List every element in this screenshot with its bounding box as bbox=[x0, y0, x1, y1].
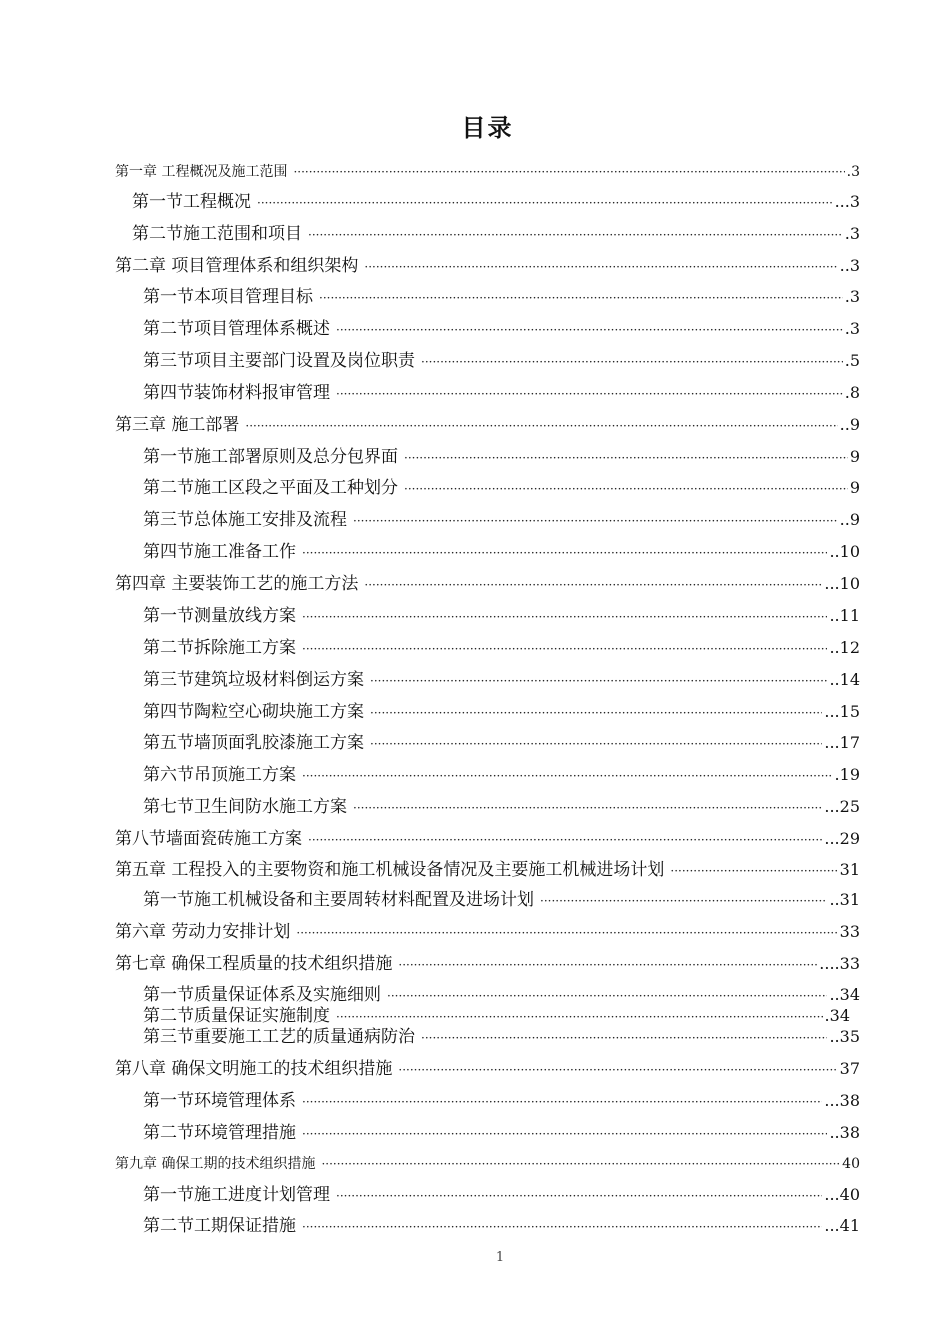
toc-entry[interactable] bbox=[143, 638, 860, 659]
toc-entry[interactable] bbox=[143, 510, 860, 531]
toc-entry-page: 9 bbox=[849, 447, 860, 466]
toc-entry-page: 9 bbox=[849, 478, 860, 497]
toc-entry-label: 第三节总体施工安排及流程 bbox=[143, 510, 347, 530]
toc-entry-page: .34 bbox=[824, 1006, 850, 1025]
toc-title: 目录 bbox=[461, 114, 514, 142]
toc-entry[interactable] bbox=[143, 890, 860, 911]
toc-leader-dots bbox=[670, 861, 837, 881]
toc-entry[interactable] bbox=[143, 733, 860, 754]
toc-entry-label: 第一节本项目管理目标 bbox=[143, 287, 313, 307]
toc-leader-dots bbox=[404, 448, 848, 468]
toc-entry-page: ...17 bbox=[824, 733, 860, 752]
toc-entry-label: 第二节质量保证实施制度 bbox=[143, 1006, 330, 1026]
toc-entry-label: 第一节环境管理体系 bbox=[143, 1091, 296, 1111]
toc-entry-label: 第二节工期保证措施 bbox=[143, 1216, 296, 1236]
toc-entry-page: ..12 bbox=[829, 638, 860, 657]
toc-leader-dots bbox=[245, 416, 837, 436]
toc-entry-page: .3 bbox=[844, 287, 860, 306]
toc-leader-dots bbox=[353, 511, 838, 531]
toc-entry-label: 第六节吊顶施工方案 bbox=[143, 765, 296, 785]
toc-entry-page: ...3 bbox=[834, 192, 860, 211]
toc-entry[interactable] bbox=[143, 606, 860, 627]
toc-leader-dots bbox=[370, 671, 827, 691]
toc-leader-dots bbox=[302, 1092, 822, 1112]
toc-entry[interactable] bbox=[115, 256, 860, 277]
toc-leader-dots bbox=[364, 575, 822, 595]
toc-leader-dots bbox=[370, 703, 822, 723]
toc-entry-label: 第三节建筑垃圾材料倒运方案 bbox=[143, 670, 364, 690]
toc-entry-label: 第八节墙面瓷砖施工方案 bbox=[115, 829, 302, 849]
toc-entry-label: 第二节施工范围和项目 bbox=[132, 224, 302, 244]
toc-entry-label: 第九章 确保工期的技术组织措施 bbox=[115, 1156, 316, 1172]
toc-entry-page: .3 bbox=[844, 319, 860, 338]
toc-leader-dots bbox=[398, 955, 817, 975]
toc-entry-page: .3 bbox=[844, 224, 860, 243]
toc-leader-dots bbox=[302, 543, 827, 563]
toc-entry[interactable] bbox=[143, 1091, 860, 1112]
toc-entry[interactable] bbox=[143, 287, 860, 308]
toc-leader-dots bbox=[336, 384, 843, 404]
toc-entry[interactable] bbox=[143, 765, 860, 786]
toc-entry-label: 第二节项目管理体系概述 bbox=[143, 319, 330, 339]
toc-leader-dots bbox=[302, 607, 827, 627]
toc-entry-page: .3 bbox=[846, 164, 860, 180]
toc-entry[interactable] bbox=[143, 1123, 860, 1144]
toc-entry-page: ..31 bbox=[829, 890, 860, 909]
toc-entry[interactable] bbox=[115, 574, 860, 595]
toc-entry-label: 第二节环境管理措施 bbox=[143, 1123, 296, 1143]
toc-entry-page: ..11 bbox=[829, 606, 860, 625]
toc-entry-label: 第七章 确保工程质量的技术组织措施 bbox=[115, 954, 393, 974]
toc-entry-page: 33 bbox=[839, 922, 860, 941]
toc-leader-dots bbox=[302, 1217, 822, 1237]
toc-entry-label: 第一节施工机械设备和主要周转材料配置及进场计划 bbox=[143, 890, 534, 910]
toc-entry[interactable] bbox=[143, 478, 860, 499]
toc-entry-label: 第一节施工部署原则及总分包界面 bbox=[143, 447, 398, 467]
toc-leader-dots bbox=[364, 257, 837, 277]
toc-entry-label: 第一节测量放线方案 bbox=[143, 606, 296, 626]
toc-entry-page: ....33 bbox=[819, 954, 860, 973]
toc-entry[interactable] bbox=[115, 415, 860, 436]
toc-leader-dots bbox=[302, 639, 827, 659]
toc-entry-page: ...29 bbox=[824, 829, 860, 848]
toc-leader-dots bbox=[321, 1154, 840, 1174]
toc-entry[interactable] bbox=[115, 954, 860, 975]
toc-entry-page: 40 bbox=[842, 1156, 860, 1172]
toc-entry[interactable] bbox=[132, 224, 860, 245]
toc-leader-dots bbox=[404, 479, 848, 499]
toc-entry-page: 31 bbox=[839, 860, 860, 879]
toc-leader-dots bbox=[336, 1007, 823, 1027]
toc-entry-page: ..9 bbox=[839, 510, 860, 529]
toc-entry-label: 第一节工程概况 bbox=[132, 192, 251, 212]
toc-leader-dots bbox=[421, 1028, 827, 1048]
toc-entry[interactable] bbox=[143, 670, 860, 691]
toc-leader-dots bbox=[293, 162, 844, 182]
toc-entry-page: ...41 bbox=[824, 1216, 860, 1235]
toc-entry-page: ..34 bbox=[829, 985, 860, 1004]
toc-entry-label: 第四章 主要装饰工艺的施工方法 bbox=[115, 574, 359, 594]
toc-entry-page: ..9 bbox=[839, 415, 860, 434]
toc-entry-label: 第四节装饰材料报审管理 bbox=[143, 383, 330, 403]
toc-entry-page: ..14 bbox=[829, 670, 860, 689]
toc-entry[interactable] bbox=[115, 829, 860, 850]
toc-entry[interactable] bbox=[143, 797, 860, 818]
toc-entry-label: 第二节拆除施工方案 bbox=[143, 638, 296, 658]
toc-leader-dots bbox=[370, 734, 822, 754]
toc-entry[interactable] bbox=[143, 702, 860, 723]
toc-leader-dots bbox=[398, 1060, 837, 1080]
toc-entry[interactable] bbox=[143, 985, 860, 1006]
toc-entry-label: 第三节项目主要部门设置及岗位职责 bbox=[143, 351, 415, 371]
toc-entry-label: 第三节重要施工工艺的质量通病防治 bbox=[143, 1027, 415, 1047]
toc-entry-page: ..10 bbox=[829, 542, 860, 561]
toc-leader-dots bbox=[319, 288, 843, 308]
toc-leader-dots bbox=[353, 798, 822, 818]
toc-leader-dots bbox=[308, 830, 822, 850]
toc-entry-label: 第六章 劳动力安排计划 bbox=[115, 922, 291, 942]
toc-entry-label: 第一节施工进度计划管理 bbox=[143, 1185, 330, 1205]
toc-entry[interactable] bbox=[132, 192, 860, 213]
toc-entry-page: .19 bbox=[834, 765, 860, 784]
toc-entry-label: 第四节施工准备工作 bbox=[143, 542, 296, 562]
toc-leader-dots bbox=[308, 225, 843, 245]
toc-entry-page: ..35 bbox=[829, 1027, 860, 1046]
toc-entry-page: 37 bbox=[839, 1059, 860, 1078]
toc-entry-page: ..38 bbox=[829, 1123, 860, 1142]
toc-entry-page: .5 bbox=[844, 351, 860, 370]
toc-entry[interactable] bbox=[115, 1154, 860, 1174]
toc-entry[interactable] bbox=[115, 922, 860, 943]
toc-leader-dots bbox=[540, 891, 827, 911]
page-number: 1 bbox=[495, 1250, 505, 1265]
toc-entry-page: ...25 bbox=[824, 797, 860, 816]
toc-leader-dots bbox=[296, 923, 837, 943]
toc-entry[interactable] bbox=[143, 1185, 860, 1206]
toc-entry[interactable] bbox=[143, 1216, 860, 1237]
toc-entry-label: 第二节施工区段之平面及工种划分 bbox=[143, 478, 398, 498]
toc-entry[interactable] bbox=[143, 1006, 850, 1027]
toc-leader-dots bbox=[336, 320, 843, 340]
toc-leader-dots bbox=[336, 1186, 822, 1206]
toc-entry-label: 第二章 项目管理体系和组织架构 bbox=[115, 256, 359, 276]
toc-entry-label: 第五章 工程投入的主要物资和施工机械设备情况及主要施工机械进场计划 bbox=[115, 860, 665, 880]
toc-entry-label: 第三章 施工部署 bbox=[115, 415, 240, 435]
toc-entry[interactable] bbox=[115, 162, 860, 182]
toc-entry-page: ...10 bbox=[824, 574, 860, 593]
toc-leader-dots bbox=[387, 986, 827, 1006]
toc-entry-page: ...40 bbox=[824, 1185, 860, 1204]
toc-leader-dots bbox=[302, 1124, 827, 1144]
toc-entry[interactable] bbox=[115, 1059, 860, 1080]
toc-entry-label: 第一节质量保证体系及实施细则 bbox=[143, 985, 381, 1005]
toc-entry[interactable] bbox=[143, 447, 860, 468]
toc-entry-label: 第五节墙顶面乳胶漆施工方案 bbox=[143, 733, 364, 753]
toc-entry-page: ...38 bbox=[824, 1091, 860, 1110]
toc-leader-dots bbox=[421, 352, 843, 372]
toc-entry-page: ...15 bbox=[824, 702, 860, 721]
toc-entry-label: 第八章 确保文明施工的技术组织措施 bbox=[115, 1059, 393, 1079]
toc-entry[interactable] bbox=[143, 1027, 860, 1048]
toc-entry-page: ..3 bbox=[839, 256, 860, 275]
toc-entry[interactable] bbox=[115, 860, 860, 881]
toc-leader-dots bbox=[302, 766, 833, 786]
toc-entry[interactable] bbox=[143, 351, 860, 372]
toc-entry[interactable] bbox=[143, 542, 860, 563]
toc-entry[interactable] bbox=[143, 319, 860, 340]
toc-entry[interactable] bbox=[143, 383, 860, 404]
toc-entry-label: 第七节卫生间防水施工方案 bbox=[143, 797, 347, 817]
toc-entry-label: 第一章 工程概况及施工范围 bbox=[115, 164, 288, 180]
toc-entry-page: .8 bbox=[844, 383, 860, 402]
toc-leader-dots bbox=[257, 193, 833, 213]
toc-entry-label: 第四节陶粒空心砌块施工方案 bbox=[143, 702, 364, 722]
